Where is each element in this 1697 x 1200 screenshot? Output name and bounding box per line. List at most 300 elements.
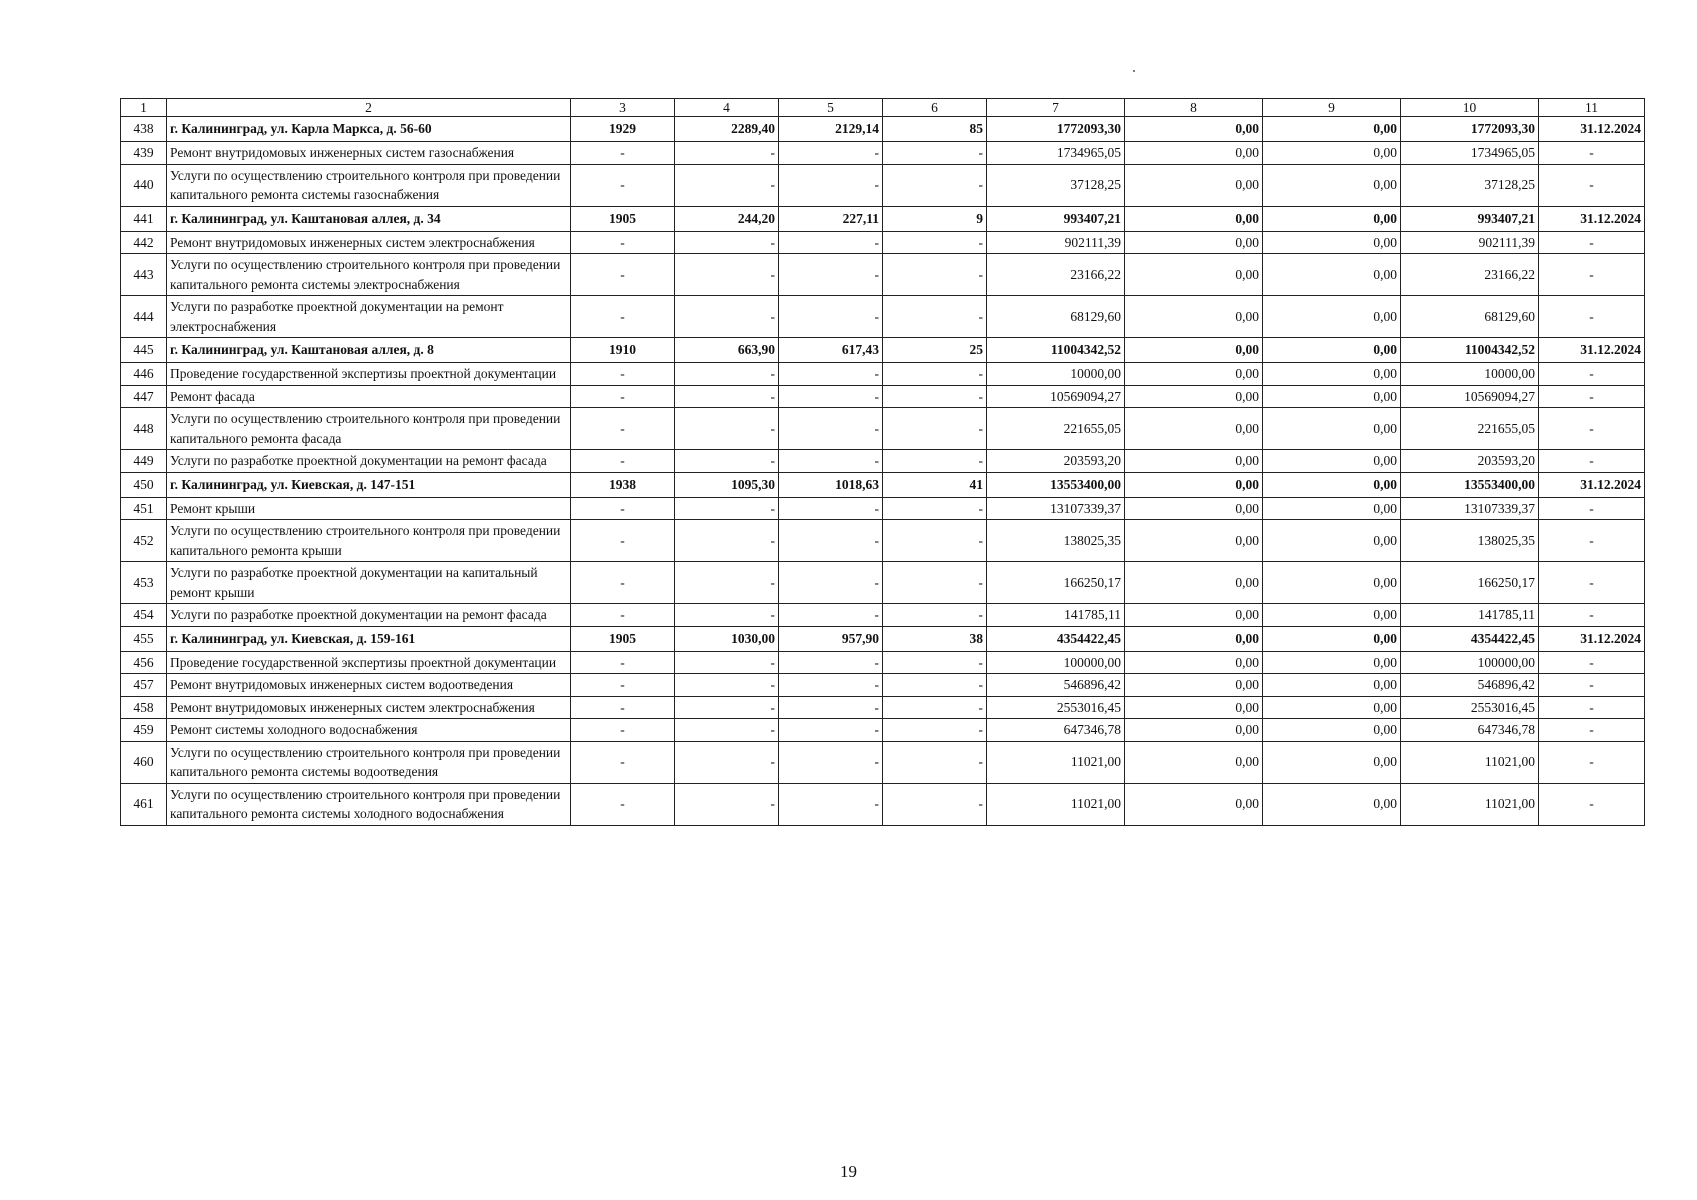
address-row <box>121 626 1645 651</box>
total-cost-cell: 4354422,45 <box>987 626 1125 651</box>
row-number-cell: 451 <box>121 497 167 520</box>
regional-funds-cell: 0,00 <box>1263 783 1401 825</box>
regional-funds-cell: 0,00 <box>1263 696 1401 719</box>
owner-funds-cell: 138025,35 <box>1401 520 1539 562</box>
work-item-row <box>121 651 1645 674</box>
page-number: 19 <box>840 1162 857 1181</box>
residents-cell: - <box>883 296 987 338</box>
address-row <box>121 117 1645 142</box>
completion-date-cell: 31.12.2024 <box>1539 626 1645 651</box>
federal-funds-cell: 0,00 <box>1125 719 1263 742</box>
completion-date-cell: - <box>1539 651 1645 674</box>
living-area-cell: 227,11 <box>779 206 883 231</box>
regional-funds-cell: 0,00 <box>1263 363 1401 386</box>
completion-date-cell: - <box>1539 385 1645 408</box>
regional-funds-cell: 0,00 <box>1263 604 1401 627</box>
living-area-cell: - <box>779 741 883 783</box>
work-description-cell: г. Калининград, ул. Каштановая аллея, д. 8 <box>167 338 571 363</box>
federal-funds-cell: 0,00 <box>1125 520 1263 562</box>
work-description-cell: Услуги по осуществлению строительного контроля при проведении капитального ремонта системы газоснабжения <box>167 164 571 206</box>
total-area-cell: 244,20 <box>675 206 779 231</box>
residents-cell: - <box>883 604 987 627</box>
living-area-cell: - <box>779 520 883 562</box>
total-area-cell: - <box>675 450 779 473</box>
work-item-row <box>121 142 1645 165</box>
work-item-row <box>121 408 1645 450</box>
scan-artifact-dot <box>1133 70 1135 72</box>
owner-funds-cell: 23166,22 <box>1401 254 1539 296</box>
row-number-cell: 447 <box>121 385 167 408</box>
owner-funds-cell: 13553400,00 <box>1401 472 1539 497</box>
living-area-cell: - <box>779 231 883 254</box>
total-area-cell: - <box>675 604 779 627</box>
living-area-cell: - <box>779 719 883 742</box>
completion-date-cell: - <box>1539 164 1645 206</box>
regional-funds-cell: 0,00 <box>1263 164 1401 206</box>
work-item-row <box>121 604 1645 627</box>
living-area-cell: 2129,14 <box>779 117 883 142</box>
row-number-cell: 459 <box>121 719 167 742</box>
row-number-cell: 442 <box>121 231 167 254</box>
completion-date-cell: - <box>1539 450 1645 473</box>
federal-funds-cell: 0,00 <box>1125 562 1263 604</box>
total-area-cell: - <box>675 231 779 254</box>
owner-funds-cell: 902111,39 <box>1401 231 1539 254</box>
work-item-row <box>121 719 1645 742</box>
column-header-6: 6 <box>883 99 987 117</box>
year-cell: - <box>571 363 675 386</box>
completion-date-cell: - <box>1539 497 1645 520</box>
federal-funds-cell: 0,00 <box>1125 696 1263 719</box>
regional-funds-cell: 0,00 <box>1263 497 1401 520</box>
owner-funds-cell: 1772093,30 <box>1401 117 1539 142</box>
residents-cell: - <box>883 562 987 604</box>
completion-date-cell: - <box>1539 696 1645 719</box>
row-number-cell: 441 <box>121 206 167 231</box>
completion-date-cell: - <box>1539 741 1645 783</box>
year-cell: - <box>571 783 675 825</box>
row-number-cell: 454 <box>121 604 167 627</box>
federal-funds-cell: 0,00 <box>1125 783 1263 825</box>
total-area-cell: - <box>675 142 779 165</box>
column-header-3: 3 <box>571 99 675 117</box>
completion-date-cell: - <box>1539 719 1645 742</box>
row-number-cell: 455 <box>121 626 167 651</box>
total-area-cell: - <box>675 783 779 825</box>
regional-funds-cell: 0,00 <box>1263 741 1401 783</box>
work-description-cell: Услуги по разработке проектной документации на ремонт фасада <box>167 604 571 627</box>
work-description-cell: Ремонт системы холодного водоснабжения <box>167 719 571 742</box>
federal-funds-cell: 0,00 <box>1125 206 1263 231</box>
regional-funds-cell: 0,00 <box>1263 719 1401 742</box>
completion-date-cell: - <box>1539 520 1645 562</box>
regional-funds-cell: 0,00 <box>1263 117 1401 142</box>
total-cost-cell: 11004342,52 <box>987 338 1125 363</box>
row-number-cell: 460 <box>121 741 167 783</box>
federal-funds-cell: 0,00 <box>1125 408 1263 450</box>
work-description-cell: г. Калининград, ул. Карла Маркса, д. 56-60 <box>167 117 571 142</box>
work-item-row <box>121 520 1645 562</box>
row-number-cell: 461 <box>121 783 167 825</box>
row-number-cell: 439 <box>121 142 167 165</box>
completion-date-cell: - <box>1539 783 1645 825</box>
work-description-cell: Ремонт внутридомовых инженерных систем газоснабжения <box>167 142 571 165</box>
owner-funds-cell: 546896,42 <box>1401 674 1539 697</box>
year-cell: - <box>571 520 675 562</box>
work-item-row <box>121 296 1645 338</box>
federal-funds-cell: 0,00 <box>1125 626 1263 651</box>
total-area-cell: 1095,30 <box>675 472 779 497</box>
living-area-cell: - <box>779 450 883 473</box>
year-cell: - <box>571 385 675 408</box>
total-area-cell: - <box>675 164 779 206</box>
work-description-cell: г. Калининград, ул. Киевская, д. 147-151 <box>167 472 571 497</box>
year-cell: - <box>571 562 675 604</box>
row-number-cell: 440 <box>121 164 167 206</box>
residents-cell: - <box>883 231 987 254</box>
completion-date-cell: - <box>1539 296 1645 338</box>
living-area-cell: - <box>779 385 883 408</box>
residents-cell: - <box>883 385 987 408</box>
total-cost-cell: 11021,00 <box>987 783 1125 825</box>
year-cell: - <box>571 408 675 450</box>
work-item-row <box>121 674 1645 697</box>
total-area-cell: 1030,00 <box>675 626 779 651</box>
repair-program-table <box>120 98 1645 826</box>
row-number-cell: 443 <box>121 254 167 296</box>
completion-date-cell: - <box>1539 674 1645 697</box>
living-area-cell: - <box>779 783 883 825</box>
total-area-cell: - <box>675 696 779 719</box>
federal-funds-cell: 0,00 <box>1125 450 1263 473</box>
total-cost-cell: 13553400,00 <box>987 472 1125 497</box>
work-description-cell: Услуги по разработке проектной документации на ремонт фасада <box>167 450 571 473</box>
federal-funds-cell: 0,00 <box>1125 604 1263 627</box>
column-header-7: 7 <box>987 99 1125 117</box>
owner-funds-cell: 166250,17 <box>1401 562 1539 604</box>
repair-program-table-sheet <box>120 98 1644 826</box>
column-header-4: 4 <box>675 99 779 117</box>
year-cell: - <box>571 231 675 254</box>
residents-cell: - <box>883 164 987 206</box>
regional-funds-cell: 0,00 <box>1263 450 1401 473</box>
column-header-2: 2 <box>167 99 571 117</box>
completion-date-cell: - <box>1539 562 1645 604</box>
residents-cell: - <box>883 651 987 674</box>
total-cost-cell: 141785,11 <box>987 604 1125 627</box>
regional-funds-cell: 0,00 <box>1263 562 1401 604</box>
year-cell: 1905 <box>571 206 675 231</box>
work-item-row <box>121 385 1645 408</box>
total-area-cell: - <box>675 408 779 450</box>
year-cell: - <box>571 651 675 674</box>
total-cost-cell: 100000,00 <box>987 651 1125 674</box>
owner-funds-cell: 37128,25 <box>1401 164 1539 206</box>
residents-cell: - <box>883 696 987 719</box>
column-header-5: 5 <box>779 99 883 117</box>
row-number-cell: 446 <box>121 363 167 386</box>
federal-funds-cell: 0,00 <box>1125 472 1263 497</box>
column-header-10: 10 <box>1401 99 1539 117</box>
federal-funds-cell: 0,00 <box>1125 142 1263 165</box>
year-cell: - <box>571 254 675 296</box>
work-description-cell: Ремонт внутридомовых инженерных систем электроснабжения <box>167 231 571 254</box>
work-description-cell: Услуги по разработке проектной документации на ремонт электроснабжения <box>167 296 571 338</box>
living-area-cell: - <box>779 497 883 520</box>
regional-funds-cell: 0,00 <box>1263 206 1401 231</box>
regional-funds-cell: 0,00 <box>1263 254 1401 296</box>
residents-cell: - <box>883 450 987 473</box>
federal-funds-cell: 0,00 <box>1125 296 1263 338</box>
year-cell: - <box>571 142 675 165</box>
owner-funds-cell: 2553016,45 <box>1401 696 1539 719</box>
work-description-cell: Проведение государственной экспертизы проектной документации <box>167 363 571 386</box>
row-number-cell: 457 <box>121 674 167 697</box>
table-body <box>121 99 1645 826</box>
work-description-cell: Ремонт фасада <box>167 385 571 408</box>
owner-funds-cell: 1734965,05 <box>1401 142 1539 165</box>
regional-funds-cell: 0,00 <box>1263 520 1401 562</box>
total-area-cell: - <box>675 719 779 742</box>
owner-funds-cell: 11004342,52 <box>1401 338 1539 363</box>
total-cost-cell: 1772093,30 <box>987 117 1125 142</box>
regional-funds-cell: 0,00 <box>1263 408 1401 450</box>
completion-date-cell: 31.12.2024 <box>1539 472 1645 497</box>
total-cost-cell: 993407,21 <box>987 206 1125 231</box>
work-item-row <box>121 450 1645 473</box>
work-item-row <box>121 164 1645 206</box>
work-description-cell: Проведение государственной экспертизы проектной документации <box>167 651 571 674</box>
residents-cell: - <box>883 408 987 450</box>
residents-cell: 38 <box>883 626 987 651</box>
completion-date-cell: - <box>1539 254 1645 296</box>
total-area-cell: - <box>675 296 779 338</box>
total-cost-cell: 138025,35 <box>987 520 1125 562</box>
total-cost-cell: 10000,00 <box>987 363 1125 386</box>
federal-funds-cell: 0,00 <box>1125 231 1263 254</box>
year-cell: - <box>571 674 675 697</box>
year-cell: - <box>571 604 675 627</box>
regional-funds-cell: 0,00 <box>1263 142 1401 165</box>
residents-cell: 85 <box>883 117 987 142</box>
residents-cell: 25 <box>883 338 987 363</box>
residents-cell: - <box>883 674 987 697</box>
living-area-cell: 617,43 <box>779 338 883 363</box>
work-description-cell: Услуги по осуществлению строительного контроля при проведении капитального ремонта системы холодного водоснабжения <box>167 783 571 825</box>
total-area-cell: - <box>675 741 779 783</box>
regional-funds-cell: 0,00 <box>1263 385 1401 408</box>
year-cell: - <box>571 450 675 473</box>
federal-funds-cell: 0,00 <box>1125 164 1263 206</box>
total-area-cell: 663,90 <box>675 338 779 363</box>
total-area-cell: - <box>675 497 779 520</box>
work-description-cell: Услуги по осуществлению строительного контроля при проведении капитального ремонта фасада <box>167 408 571 450</box>
work-description-cell: Услуги по осуществлению строительного контроля при проведении капитального ремонта системы водоотведения <box>167 741 571 783</box>
year-cell: - <box>571 296 675 338</box>
year-cell: - <box>571 719 675 742</box>
row-number-cell: 450 <box>121 472 167 497</box>
residents-cell: - <box>883 520 987 562</box>
column-header-8: 8 <box>1125 99 1263 117</box>
residents-cell: - <box>883 254 987 296</box>
year-cell: 1910 <box>571 338 675 363</box>
owner-funds-cell: 13107339,37 <box>1401 497 1539 520</box>
year-cell: 1938 <box>571 472 675 497</box>
living-area-cell: - <box>779 363 883 386</box>
column-header-11: 11 <box>1539 99 1645 117</box>
year-cell: - <box>571 696 675 719</box>
total-cost-cell: 37128,25 <box>987 164 1125 206</box>
regional-funds-cell: 0,00 <box>1263 674 1401 697</box>
living-area-cell: - <box>779 408 883 450</box>
federal-funds-cell: 0,00 <box>1125 741 1263 783</box>
regional-funds-cell: 0,00 <box>1263 651 1401 674</box>
federal-funds-cell: 0,00 <box>1125 338 1263 363</box>
owner-funds-cell: 68129,60 <box>1401 296 1539 338</box>
total-cost-cell: 68129,60 <box>987 296 1125 338</box>
residents-cell: 9 <box>883 206 987 231</box>
owner-funds-cell: 11021,00 <box>1401 783 1539 825</box>
total-cost-cell: 166250,17 <box>987 562 1125 604</box>
federal-funds-cell: 0,00 <box>1125 363 1263 386</box>
total-area-cell: - <box>675 254 779 296</box>
total-cost-cell: 203593,20 <box>987 450 1125 473</box>
living-area-cell: - <box>779 696 883 719</box>
regional-funds-cell: 0,00 <box>1263 338 1401 363</box>
total-cost-cell: 13107339,37 <box>987 497 1125 520</box>
residents-cell: 41 <box>883 472 987 497</box>
residents-cell: - <box>883 497 987 520</box>
living-area-cell: - <box>779 296 883 338</box>
owner-funds-cell: 203593,20 <box>1401 450 1539 473</box>
regional-funds-cell: 0,00 <box>1263 626 1401 651</box>
total-cost-cell: 1734965,05 <box>987 142 1125 165</box>
completion-date-cell: - <box>1539 604 1645 627</box>
residents-cell: - <box>883 741 987 783</box>
regional-funds-cell: 0,00 <box>1263 472 1401 497</box>
column-header-9: 9 <box>1263 99 1401 117</box>
work-description-cell: Услуги по осуществлению строительного контроля при проведении капитального ремонта системы электроснабжения <box>167 254 571 296</box>
row-number-cell: 448 <box>121 408 167 450</box>
work-item-row <box>121 696 1645 719</box>
living-area-cell: - <box>779 674 883 697</box>
living-area-cell: - <box>779 164 883 206</box>
owner-funds-cell: 993407,21 <box>1401 206 1539 231</box>
living-area-cell: - <box>779 142 883 165</box>
work-item-row <box>121 254 1645 296</box>
total-cost-cell: 221655,05 <box>987 408 1125 450</box>
living-area-cell: - <box>779 651 883 674</box>
owner-funds-cell: 4354422,45 <box>1401 626 1539 651</box>
total-area-cell: - <box>675 385 779 408</box>
row-number-cell: 438 <box>121 117 167 142</box>
year-cell: - <box>571 497 675 520</box>
living-area-cell: 1018,63 <box>779 472 883 497</box>
work-description-cell: Ремонт крыши <box>167 497 571 520</box>
living-area-cell: - <box>779 604 883 627</box>
row-number-cell: 453 <box>121 562 167 604</box>
completion-date-cell: 31.12.2024 <box>1539 206 1645 231</box>
owner-funds-cell: 647346,78 <box>1401 719 1539 742</box>
completion-date-cell: - <box>1539 363 1645 386</box>
work-item-row <box>121 363 1645 386</box>
address-row <box>121 338 1645 363</box>
total-cost-cell: 546896,42 <box>987 674 1125 697</box>
work-description-cell: Ремонт внутридомовых инженерных систем водоотведения <box>167 674 571 697</box>
work-item-row <box>121 562 1645 604</box>
total-area-cell: - <box>675 651 779 674</box>
total-cost-cell: 23166,22 <box>987 254 1125 296</box>
regional-funds-cell: 0,00 <box>1263 231 1401 254</box>
work-item-row <box>121 231 1645 254</box>
work-item-row <box>121 783 1645 825</box>
owner-funds-cell: 141785,11 <box>1401 604 1539 627</box>
work-description-cell: Ремонт внутридомовых инженерных систем электроснабжения <box>167 696 571 719</box>
total-cost-cell: 2553016,45 <box>987 696 1125 719</box>
residents-cell: - <box>883 719 987 742</box>
regional-funds-cell: 0,00 <box>1263 296 1401 338</box>
living-area-cell: - <box>779 254 883 296</box>
row-number-cell: 458 <box>121 696 167 719</box>
year-cell: - <box>571 741 675 783</box>
column-header-1: 1 <box>121 99 167 117</box>
work-item-row <box>121 497 1645 520</box>
owner-funds-cell: 10569094,27 <box>1401 385 1539 408</box>
completion-date-cell: 31.12.2024 <box>1539 117 1645 142</box>
row-number-cell: 449 <box>121 450 167 473</box>
completion-date-cell: - <box>1539 231 1645 254</box>
residents-cell: - <box>883 783 987 825</box>
federal-funds-cell: 0,00 <box>1125 254 1263 296</box>
work-description-cell: Услуги по осуществлению строительного контроля при проведении капитального ремонта крыши <box>167 520 571 562</box>
federal-funds-cell: 0,00 <box>1125 674 1263 697</box>
row-number-cell: 452 <box>121 520 167 562</box>
total-area-cell: - <box>675 363 779 386</box>
federal-funds-cell: 0,00 <box>1125 385 1263 408</box>
column-number-header-row <box>121 99 1645 117</box>
row-number-cell: 444 <box>121 296 167 338</box>
work-description-cell: г. Калининград, ул. Каштановая аллея, д. 34 <box>167 206 571 231</box>
row-number-cell: 445 <box>121 338 167 363</box>
living-area-cell: - <box>779 562 883 604</box>
total-cost-cell: 647346,78 <box>987 719 1125 742</box>
total-area-cell: - <box>675 674 779 697</box>
work-description-cell: Услуги по разработке проектной документации на капитальный ремонт крыши <box>167 562 571 604</box>
total-area-cell: - <box>675 562 779 604</box>
work-item-row <box>121 741 1645 783</box>
total-cost-cell: 11021,00 <box>987 741 1125 783</box>
completion-date-cell: - <box>1539 142 1645 165</box>
total-cost-cell: 902111,39 <box>987 231 1125 254</box>
owner-funds-cell: 11021,00 <box>1401 741 1539 783</box>
address-row <box>121 472 1645 497</box>
total-cost-cell: 10569094,27 <box>987 385 1125 408</box>
row-number-cell: 456 <box>121 651 167 674</box>
federal-funds-cell: 0,00 <box>1125 651 1263 674</box>
owner-funds-cell: 100000,00 <box>1401 651 1539 674</box>
year-cell: 1929 <box>571 117 675 142</box>
address-row <box>121 206 1645 231</box>
residents-cell: - <box>883 142 987 165</box>
federal-funds-cell: 0,00 <box>1125 497 1263 520</box>
year-cell: 1905 <box>571 626 675 651</box>
completion-date-cell: - <box>1539 408 1645 450</box>
federal-funds-cell: 0,00 <box>1125 117 1263 142</box>
owner-funds-cell: 221655,05 <box>1401 408 1539 450</box>
living-area-cell: 957,90 <box>779 626 883 651</box>
total-area-cell: 2289,40 <box>675 117 779 142</box>
completion-date-cell: 31.12.2024 <box>1539 338 1645 363</box>
